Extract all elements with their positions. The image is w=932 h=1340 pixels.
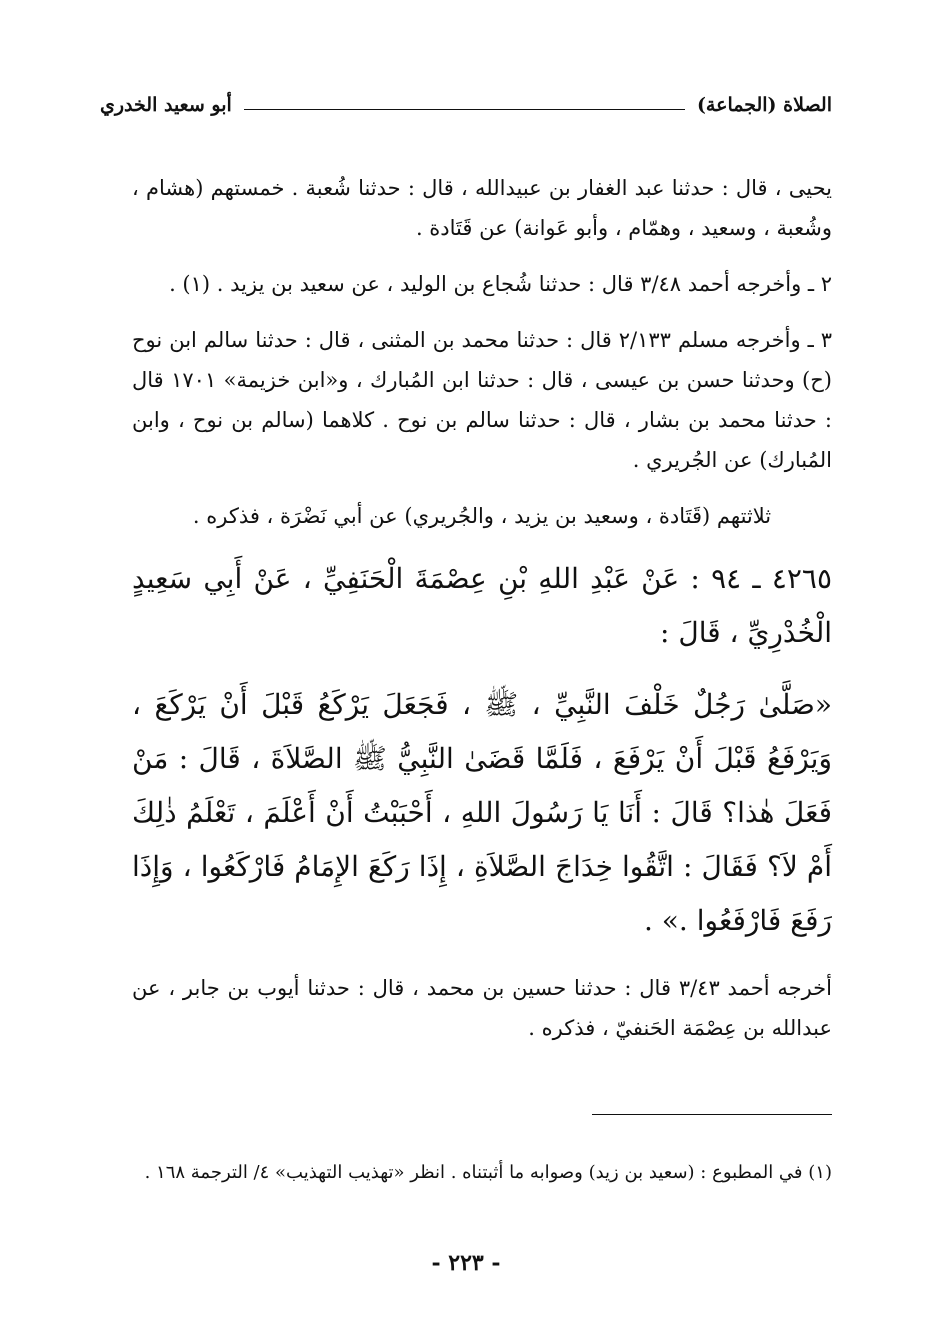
- footnote: (١) في المطبوع : (سعيد بن زيد) وصوابه ما أثبتناه . انظر «تهذيب التهذيب» ٤/ الترجمة ١٦٨ .: [144, 1162, 832, 1183]
- header-chapter: الصلاة (الجماعة): [696, 94, 832, 116]
- running-header: [100, 88, 832, 122]
- hadith-heading: ٤٢٦٥ ـ ٩٤ : عَنْ عَبْدِ اللهِ بْنِ عِصْمَةَ الْحَنَفِيِّ ، عَنْ أَبِي سَعِيدٍ الْخُدْرِيِّ ، قَالَ :: [132, 562, 832, 649]
- hadith-text: «صَلَّىٰ رَجُلٌ خَلْفَ النَّبِيِّ ، ﷺ ، فَجَعَلَ يَرْكَعُ قَبْلَ أَنْ يَرْكَعَ ، وَيَرْفَعُ قَبْلَ أَنْ يَرْفَعَ ، فَلَمَّا قَضَىٰ النَّبِيُّ ﷺ الصَّلاَةَ ، قَالَ : مَنْ فَعَلَ هٰذا؟ قَالَ : أَنَا يَا رَسُولَ اللهِ ، أَحْبَبْتُ أَنْ أَعْلَمَ ، تَعْلَمُ ذٰلِكَ أَمْ لاَ؟ فَقَالَ : اتَّقُوا خِدَاجَ الصَّلاَةِ ، إِذَا رَكَعَ الإِمَامُ فَارْكَعُوا ، وَإِذَا رَفَعَ فَارْفَعُوا .» .: [132, 688, 832, 937]
- page-body: [132, 168, 832, 1064]
- footnote-divider: [592, 1114, 832, 1115]
- hadith-takhrij: أخرجه أحمد ٣/٤٣ قال : حدثنا حسين بن محمد ، قال : حدثنا أيوب بن جابر ، عن عبدالله بن عِصْمَة الحَنفيّ ، فذكره .: [132, 976, 832, 1040]
- paragraph-4: ثلاثتهم (قَتَادة ، وسعيد بن يزيد ، والجُريري) عن أبي نَضْرَة ، فذكره .: [192, 504, 772, 528]
- paragraph-1: يحيى ، قال : حدثنا عبد الغفار بن عبيدالله ، قال : حدثنا شُعبة . خمستهم (هشام ، وشُعبة ، وسعيد ، وهمّام ، وأبو عَوانة) عن قَتَادة .: [132, 176, 832, 240]
- paragraph-3: ٣ ـ وأخرجه مسلم ٢/١٣٣ قال : حدثنا محمد بن المثنى ، قال : حدثنا سالم ابن نوح (ح) وحدثنا حسن بن عيسى ، قال : حدثنا ابن المُبارك ، و«ابن خزيمة» ١٧٠١ قال : حدثنا محمد بن بشار ، قال : حدثنا سالم بن نوح . كلاهما (سالم بن نوح ، وابن المُبارك) عن الجُريري .: [132, 328, 832, 472]
- header-rule: [244, 109, 685, 110]
- header-section: أبو سعيد الخدري: [100, 94, 232, 116]
- page-number: - ٢٢٣ -: [431, 1250, 501, 1276]
- paragraph-2: ٢ ـ وأخرجه أحمد ٣/٤٨ قال : حدثنا شُجاع بن الوليد ، عن سعيد بن يزيد . (١) .: [169, 272, 832, 296]
